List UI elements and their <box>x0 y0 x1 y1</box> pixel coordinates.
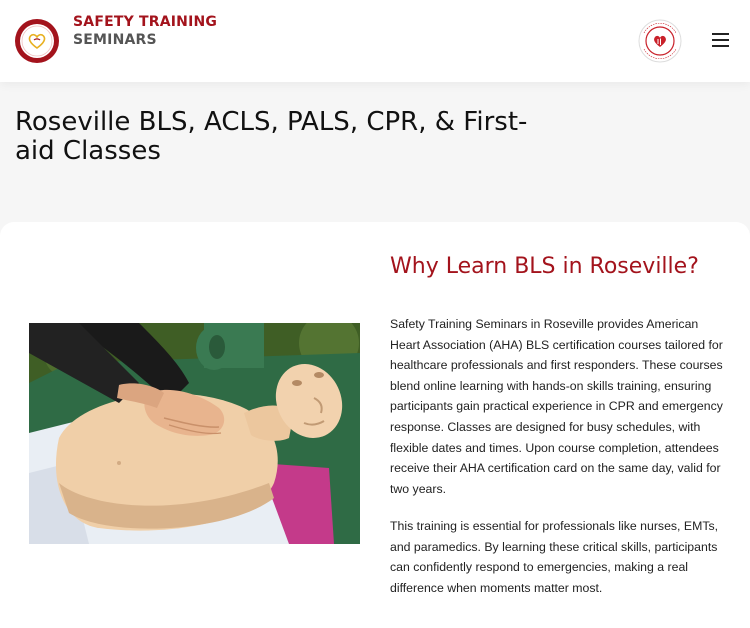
page-title: Roseville BLS, ACLS, PALS, CPR, & First-aid Classes <box>15 107 528 166</box>
menu-bar <box>712 33 729 35</box>
heart-logo-icon <box>14 18 60 64</box>
site-logo[interactable] <box>14 18 60 64</box>
menu-bar <box>712 45 729 47</box>
brand-name-line2[interactable]: SEMINARS <box>73 32 157 48</box>
site-header <box>0 0 750 82</box>
hamburger-menu-icon[interactable] <box>712 33 734 51</box>
cpr-training-photo <box>29 323 360 544</box>
section-paragraph-1: Safety Training Seminars in Roseville provides American Heart Association (AHA) BLS certification courses tailored for healthcare professionals and first responders. These courses blend online learning with hands-on skills training, ensuring participants gain practical experience in CPR and emergency response. Classes are designed for busy schedules, with flexible dates and times. Upon course completion, attendees receive their AHA certification card on the same day, valid for two years. <box>390 317 723 496</box>
section-paragraph-2: This training is essential for professionals like nurses, EMTs, and paramedics. By learning these critical skills, participants can confidently respond to emergencies, making a real difference when moments matter most. <box>390 519 719 595</box>
menu-bar <box>712 39 729 41</box>
authorized-training-center-badge <box>638 19 682 63</box>
section-heading: Why Learn BLS in Roseville? <box>390 254 699 279</box>
brand-name-line1[interactable]: SAFETY TRAINING <box>73 14 218 30</box>
content-card <box>0 222 750 628</box>
aha-heart-badge-icon <box>638 19 682 63</box>
cpr-manikin-image <box>29 323 360 544</box>
